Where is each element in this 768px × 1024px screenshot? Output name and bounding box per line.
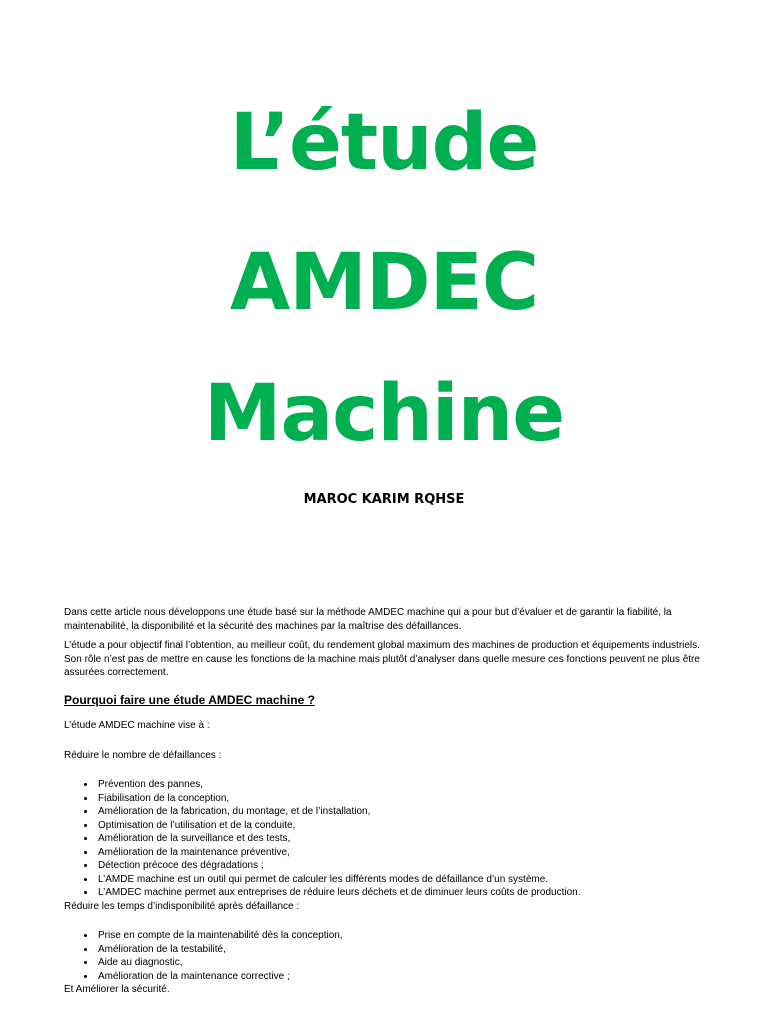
paragraph-1: Dans cette article nous développons une étude basé sur la méthode AMDEC machine qui a pour but d’évaluer et de garantir la fiabilité, la maintenabilité, la disponibilité et la sécurité des machines par la maîtrise des défaillances. [64, 607, 672, 632]
list-item: • Amélioration de la maintenance corrective ; [96, 970, 714, 984]
list-item: • Amélioration de la surveillance et des tests, [96, 832, 714, 846]
list-item: • L’AMDEC machine permet aux entreprises de réduire leurs déchets et de diminuer leurs coûts de production. [96, 886, 714, 900]
list-item: • Amélioration de la testabilité, [96, 943, 714, 957]
list-item: • Fiabilisation de la conception, [96, 792, 714, 806]
list-item: • Détection précoce des dégradations ; [96, 859, 714, 873]
title-line-3: Machine [203, 369, 565, 459]
list-item: • Aide au diagnostic, [96, 956, 714, 970]
list2-heading: Réduire les temps d’indisponibilité après défaillance : [64, 900, 300, 912]
closing-text: Et Améliorer la sécurité. [64, 984, 170, 995]
list1-heading: Réduire le nombre de défaillances : [64, 749, 222, 761]
list2 [64, 929, 714, 983]
list-item: • Prévention des pannes, [96, 778, 714, 792]
author: MAROC KARIM RQHSE [303, 492, 465, 507]
section-title: Pourquoi faire une étude AMDEC machine ? [64, 692, 315, 707]
list-item: • Prise en compte de la maintenabilité dès la conception, [96, 929, 714, 943]
title-line-1: L’étude [229, 98, 539, 188]
list-item: • Amélioration de la fabrication, du montage, et de l’installation, [96, 805, 714, 819]
document-body [64, 606, 714, 997]
list1 [64, 778, 714, 900]
intro-text: L’étude AMDEC machine vise à : [64, 720, 210, 731]
list-item: • Amélioration de la maintenance préventive, [96, 846, 714, 860]
list-item: • L’AMDE machine est un outil qui permet de calculer les différents modes de défaillance d’un système. [96, 873, 714, 887]
list-item: • Optimisation de l’utilisation et de la conduite, [96, 819, 714, 833]
paragraph-2: L’étude a pour objectif final l’obtention, au meilleur coût, du rendement global maximum des machines de production et équipements industriels. Son rôle n’est pas de mettre en cause les fonctions de la machine mais plutôt d’analyser dans quelle mesure ces fonctions peuvent ne plus être assurées correctement. [64, 640, 700, 678]
title-line-2: AMDEC [229, 238, 539, 328]
